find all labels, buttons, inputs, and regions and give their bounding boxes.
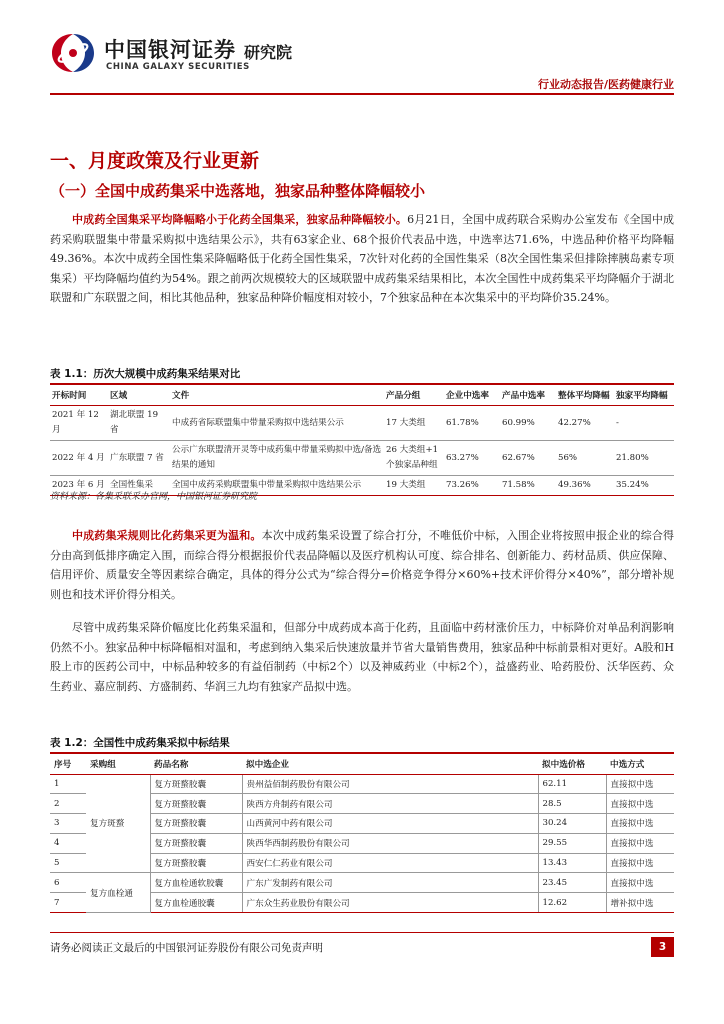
table-source: 资料来源：各集采联采办官网，中国银河证券研究院 <box>50 492 258 502</box>
footer-disclaimer: 请务必阅读正文最后的中国银河证券股份有限公司免责声明 <box>50 942 323 954</box>
logo-english-name: CHINA GALAXY SECURITIES <box>106 62 250 72</box>
cell-number: 1 <box>50 774 86 794</box>
column-header: 独家平均降幅 <box>614 384 674 406</box>
cell-enterprise-rate: 63.27% <box>444 441 500 476</box>
cell-number: 5 <box>50 853 86 873</box>
cell-company: 广东广发制药有限公司 <box>242 873 538 893</box>
column-header: 采购组 <box>86 753 150 774</box>
cell-product-rate: 62.67% <box>500 441 556 476</box>
cell-method: 直接拟中选 <box>606 853 674 873</box>
cell-price: 62.11 <box>538 774 606 794</box>
cell-enterprise-rate: 61.78% <box>444 406 500 441</box>
bid-results-table <box>50 752 674 913</box>
table-header-row <box>50 753 674 774</box>
cell-date: 2021 年 12 月 <box>50 406 108 441</box>
cell-document: 全国中成药采购联盟集中带量采购拟中选结果公示 <box>170 476 384 496</box>
paragraph-summary <box>50 210 674 308</box>
cell-number: 2 <box>50 794 86 814</box>
cell-date: 2022 年 4 月 <box>50 441 108 476</box>
column-header: 产品中选率 <box>500 384 556 406</box>
cell-purchase-group: 复方斑蝥 <box>86 774 150 873</box>
section-heading: 一、月度政策及行业更新 <box>50 150 260 172</box>
cell-average-cut: 49.36% <box>556 476 614 496</box>
column-header: 药品名称 <box>150 753 242 774</box>
paragraph-impact: 尽管中成药集采降价幅度比化药集采温和，但部分中成药成本高于化药，且面临中药材涨价压力，中标降价对单品利润影响仍然不小。独家品种中标降幅相对温和，考虑到纳入集采后快速放量并节省大量销售费用，独家品种中标前景相对更好。A股和H股上市的医药公司中，中标品种较多的有益佰制药（中标2个）以及神威药业（中标2个），益盛药业、哈药股份、沃华医药、众生药业、嘉应制药、方盛制药、华润三九均有独家产品拟中选。 <box>50 621 674 693</box>
table-header-row <box>50 384 674 406</box>
table-row <box>50 873 674 893</box>
paragraph-rules <box>50 526 674 604</box>
cell-number: 3 <box>50 814 86 834</box>
cell-company: 山西黄河中药有限公司 <box>242 814 538 834</box>
cell-drug: 复方斑蝥胶囊 <box>150 774 242 794</box>
cell-method: 直接拟中选 <box>606 814 674 834</box>
logo-chinese-name: 中国银河证券 <box>104 38 236 62</box>
cell-company: 西安仁仁药业有限公司 <box>242 853 538 873</box>
paragraph-body: 本次中成药集采设置了综合打分，不唯低价中标，入围企业将按照申报企业的综合得分由高到低排序确定入围，而综合得分根据报价代表品降幅以及医疗机构认可度、综合排名、创新能力、药材品质、供应保障、信用评价、质量安全等因素综合确定，具体的得分公式为“综合得分=价格竞争得分×60%+技术评价得分×40%”，部分增补规则也和技术评价得分相关。 <box>50 529 675 601</box>
cell-exclusive-cut: 35.24% <box>614 476 674 496</box>
table-row <box>50 774 674 794</box>
comparison-table <box>50 383 674 496</box>
column-header: 序号 <box>50 753 86 774</box>
logo-institute-name: 研究院 <box>244 43 293 62</box>
paragraph-lead: 中成药全国集采平均降幅略小于化药全国集采，独家品种降幅较小。 <box>72 213 408 226</box>
cell-document: 中成药省际联盟集中带量采购拟中选结果公示 <box>170 406 384 441</box>
cell-drug: 复方血栓通胶囊 <box>150 893 242 913</box>
cell-group: 26 大类组+1 个独家品种组 <box>384 441 444 476</box>
cell-number: 7 <box>50 893 86 913</box>
column-header: 文件 <box>170 384 384 406</box>
header-divider <box>50 93 674 95</box>
cell-number: 6 <box>50 873 86 893</box>
column-header: 整体平均降幅 <box>556 384 614 406</box>
cell-date: 2023 年 6 月 <box>50 476 108 496</box>
cell-average-cut: 42.27% <box>556 406 614 441</box>
cell-region: 湖北联盟 19 省 <box>108 406 170 441</box>
page-number: 3 <box>651 937 674 957</box>
cell-product-rate: 71.58% <box>500 476 556 496</box>
paragraph-lead: 中成药集采规则比化药集采更为温和。 <box>72 529 262 542</box>
cell-method: 直接拟中选 <box>606 794 674 814</box>
galaxy-logo-icon <box>50 32 96 74</box>
cell-price: 23.45 <box>538 873 606 893</box>
cell-method: 直接拟中选 <box>606 774 674 794</box>
cell-method: 直接拟中选 <box>606 833 674 853</box>
column-header: 企业中选率 <box>444 384 500 406</box>
cell-group: 17 大类组 <box>384 406 444 441</box>
cell-price: 13.43 <box>538 853 606 873</box>
column-header: 中选方式 <box>606 753 674 774</box>
table-caption: 表 1.2：全国性中成药集采拟中标结果 <box>50 737 230 749</box>
cell-company: 陕西方舟制药有限公司 <box>242 794 538 814</box>
cell-price: 29.55 <box>538 833 606 853</box>
column-header: 拟中选价格 <box>538 753 606 774</box>
cell-region: 全国性集采 <box>108 476 170 496</box>
cell-average-cut: 56% <box>556 441 614 476</box>
cell-drug: 复方斑蝥胶囊 <box>150 814 242 834</box>
cell-price: 30.24 <box>538 814 606 834</box>
table-caption: 表 1.1：历次大规模中成药集采结果对比 <box>50 368 241 380</box>
footer-divider <box>50 932 674 933</box>
cell-number: 4 <box>50 833 86 853</box>
cell-document: 公示广东联盟清开灵等中成药集中带量采购拟中选/备选结果的通知 <box>170 441 384 476</box>
cell-method: 直接拟中选 <box>606 873 674 893</box>
cell-drug: 复方斑蝥胶囊 <box>150 853 242 873</box>
paragraph-body: 6月21日，全国中成药联合采购办公室发布《全国中成药采购联盟集中带量采购拟中选结果公示》，共有63家企业、68个报价代表品中选，中选率达71.6%，中选品种价格平均降幅49.36%。本次中成药全国性集采降幅略低于化药全国性集采，7次针对化药的全国性集采（8次全国性集采但排除摔胰岛素专项集采）平均降幅均值约为54%。跟之前两次规模较大的区域联盟中成药集采结果相比，本次全国性中成药集采平均降幅介于湖北联盟和广东联盟之间，相比其他品种，独家品种降价幅度相对较小，7个独家品种在本次集采中的平均降价35.24%。 <box>50 213 674 304</box>
cell-company: 陕西华西制药股份有限公司 <box>242 833 538 853</box>
cell-price: 12.62 <box>538 893 606 913</box>
column-header: 区域 <box>108 384 170 406</box>
report-type-label: 行业动态报告/医药健康行业 <box>537 78 674 91</box>
cell-company: 广东众生药业股份有限公司 <box>242 893 538 913</box>
column-header: 产品分组 <box>384 384 444 406</box>
cell-drug: 复方斑蝥胶囊 <box>150 833 242 853</box>
table-row <box>50 441 674 476</box>
cell-drug: 复方血栓通软胶囊 <box>150 873 242 893</box>
cell-company: 贵州益佰制药股份有限公司 <box>242 774 538 794</box>
column-header: 开标时间 <box>50 384 108 406</box>
table-row <box>50 406 674 441</box>
column-header: 拟中选企业 <box>242 753 538 774</box>
cell-purchase-group: 复方血栓通 <box>86 873 150 913</box>
cell-drug: 复方斑蝥胶囊 <box>150 794 242 814</box>
cell-product-rate: 60.99% <box>500 406 556 441</box>
cell-enterprise-rate: 73.26% <box>444 476 500 496</box>
page-header <box>0 0 724 100</box>
cell-exclusive-cut: - <box>614 406 674 441</box>
cell-region: 广东联盟 7 省 <box>108 441 170 476</box>
cell-price: 28.5 <box>538 794 606 814</box>
cell-exclusive-cut: 21.80% <box>614 441 674 476</box>
cell-method: 增补拟中选 <box>606 893 674 913</box>
cell-group: 19 大类组 <box>384 476 444 496</box>
subsection-heading: （一）全国中成药集采中选落地，独家品种整体降幅较小 <box>50 182 426 200</box>
